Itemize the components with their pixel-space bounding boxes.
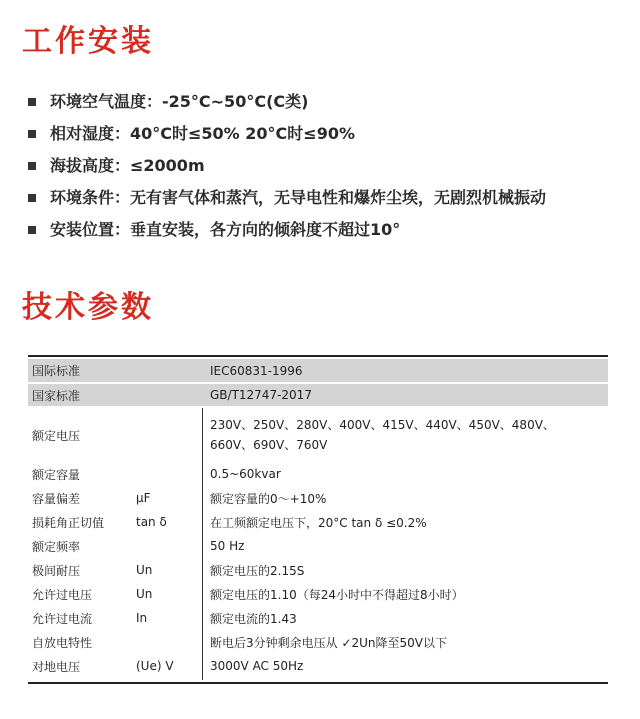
param-symbol: Un (136, 563, 153, 577)
param-value: 额定电压的2.15S (210, 563, 305, 578)
param-value: 额定电压的1.10（每24小时中不得超过8小时） (210, 587, 464, 602)
param-value: 在工频额定电压下，20°C tan δ ≤0.2% (210, 515, 427, 530)
param-value (202, 407, 608, 462)
condition-text: 相对湿度：40°C时≤50% 20°C时≤90% (50, 124, 355, 143)
param-name: 国家标准 (28, 383, 132, 407)
param-name: 极间耐压 (32, 563, 81, 578)
table-row (28, 383, 608, 407)
condition-text: 海拔高度：≤2000m (50, 156, 205, 175)
param-name: 国际标准 (28, 359, 132, 383)
param-name: 容量偏差 (32, 491, 81, 506)
param-symbol: (Ue) V (136, 659, 174, 673)
param-value-line: 230V、250V、280V、400V、415V、440V、450V、480V、 (210, 418, 555, 432)
table-row (28, 630, 608, 654)
list-item (28, 214, 546, 246)
spec-table (28, 359, 608, 678)
table-row (28, 606, 608, 630)
param-value-line: 660V、690V、760V (210, 438, 328, 452)
section-title-installation: 工作安装 (22, 24, 154, 59)
installation-conditions-list (28, 86, 546, 246)
table-row (28, 462, 608, 486)
list-item (28, 118, 546, 150)
condition-text: 安装位置：垂直安装，各方向的倾斜度不超过10° (50, 220, 401, 239)
condition-text: 环境条件：无有害气体和蒸汽，无导电性和爆炸尘埃，无剧烈机械振动 (50, 188, 547, 207)
param-symbol: μF (136, 491, 151, 505)
param-name: 额定频率 (32, 539, 81, 554)
param-symbol (132, 359, 202, 383)
param-value: 50 Hz (210, 539, 245, 553)
param-symbol: tan δ (136, 515, 167, 529)
param-name: 损耗角正切值 (32, 515, 105, 530)
param-symbol (132, 630, 202, 654)
param-value: 3000V AC 50Hz (210, 659, 304, 673)
square-bullet-icon (28, 194, 36, 202)
list-item (28, 150, 546, 182)
param-name: 自放电特性 (32, 635, 93, 650)
param-name: 允许过电压 (32, 587, 93, 602)
param-value: IEC60831-1996 (202, 359, 608, 383)
section-title-tech-params: 技术参数 (22, 290, 154, 325)
table-bottom-rule (28, 682, 608, 684)
square-bullet-icon (28, 226, 36, 234)
table-row (28, 534, 608, 558)
table-row (28, 407, 608, 462)
param-name: 额定容量 (32, 467, 81, 482)
condition-text: 环境空气温度：-25°C~50°C(C类) (50, 92, 309, 111)
table-top-rule (28, 355, 608, 357)
square-bullet-icon (28, 98, 36, 106)
param-value: 额定容量的0～+10% (210, 491, 327, 506)
param-symbol: Un (136, 587, 153, 601)
param-symbol (132, 462, 202, 486)
list-item (28, 86, 546, 118)
param-symbol (132, 534, 202, 558)
param-value: 额定电流的1.43 (210, 611, 297, 626)
param-value: 断电后3分钟剩余电压从 ✓2Un降至50V以下 (210, 635, 448, 650)
table-row (28, 486, 608, 510)
param-symbol: In (136, 611, 148, 625)
param-name: 允许过电流 (32, 611, 93, 626)
list-item (28, 182, 546, 214)
table-row (28, 510, 608, 534)
table-row (28, 582, 608, 606)
param-symbol (132, 407, 202, 462)
param-name: 额定电压 (32, 428, 81, 443)
param-value: 0.5~60kvar (210, 467, 281, 481)
param-symbol (132, 383, 202, 407)
param-name: 对地电压 (32, 659, 81, 674)
table-row (28, 654, 608, 678)
square-bullet-icon (28, 130, 36, 138)
table-row (28, 359, 608, 383)
square-bullet-icon (28, 162, 36, 170)
param-value: GB/T12747-2017 (202, 383, 608, 407)
table-row (28, 558, 608, 582)
